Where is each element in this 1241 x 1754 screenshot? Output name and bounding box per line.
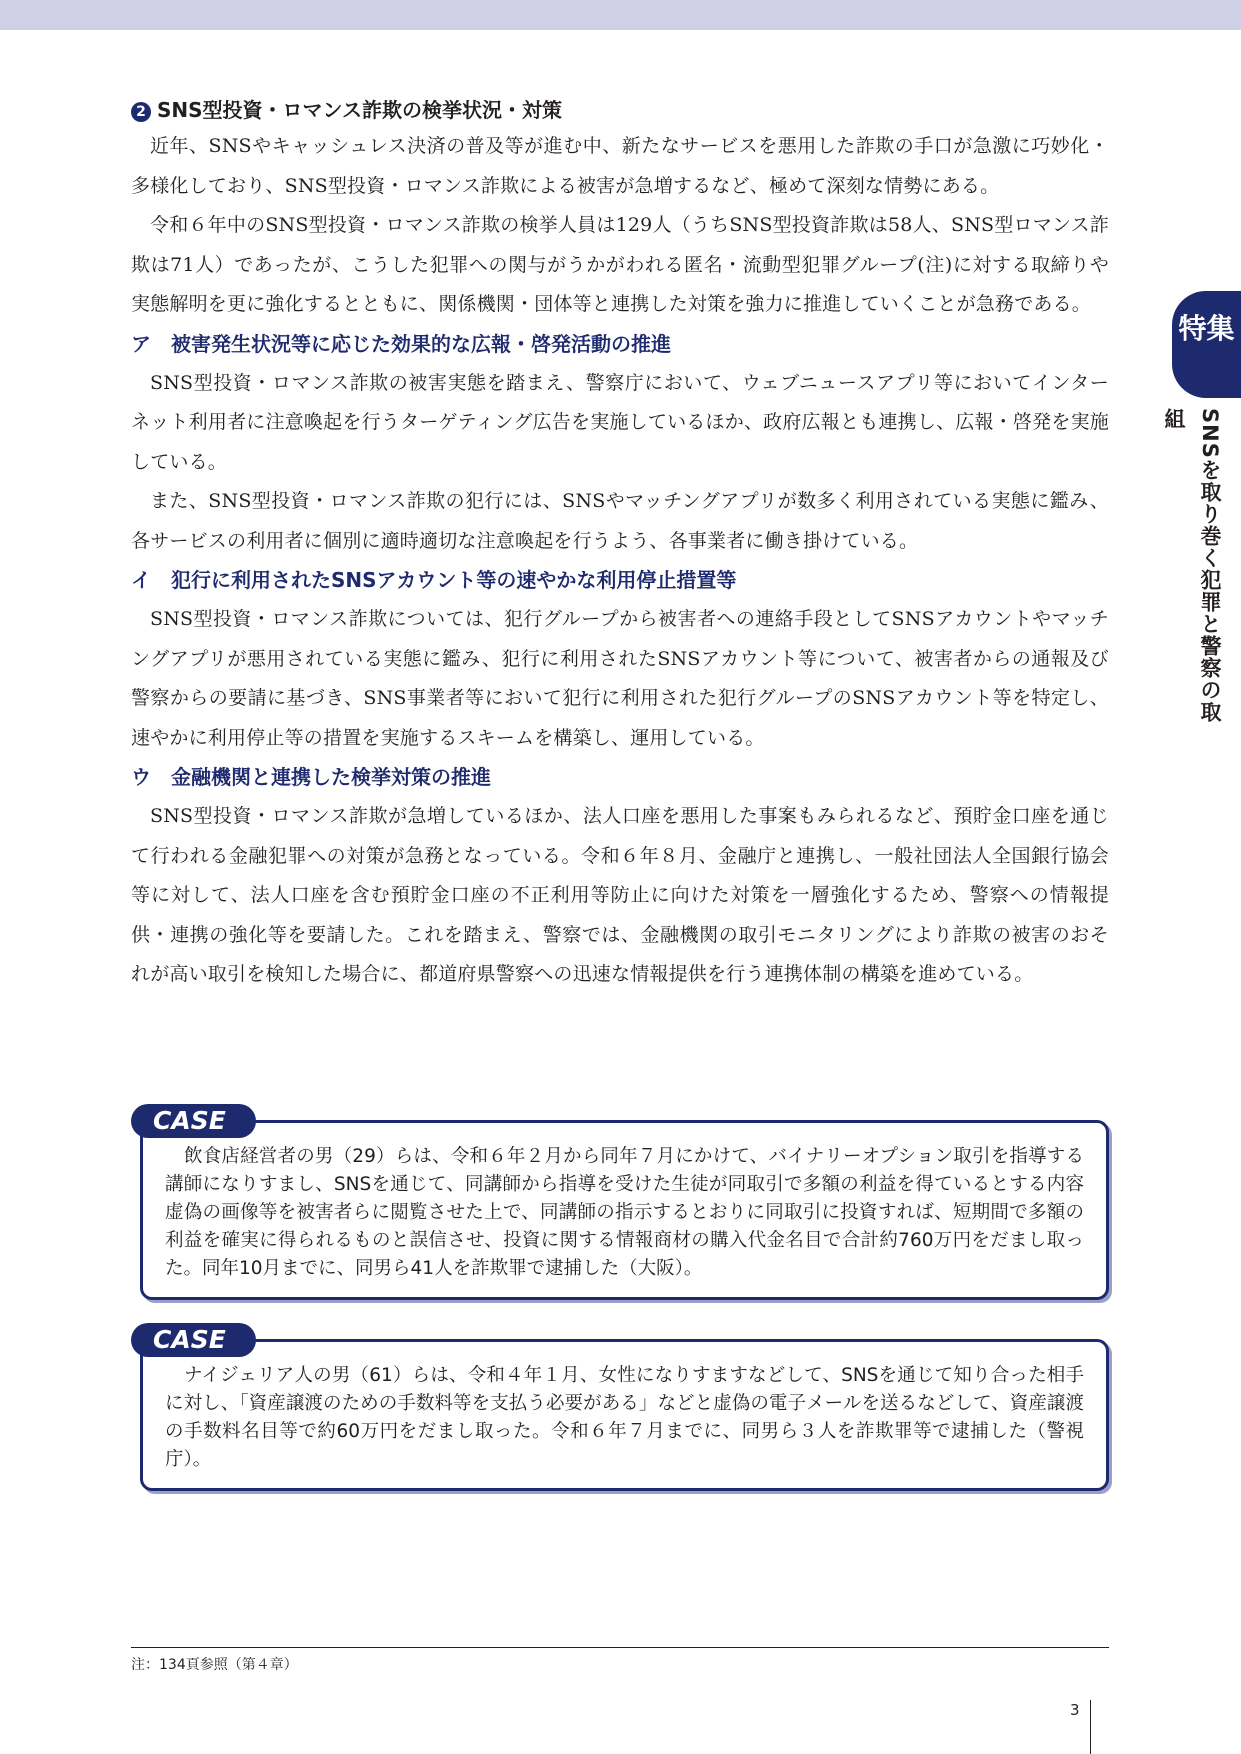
page-number-rule: [1090, 1700, 1091, 1754]
paragraph: SNS型投資・ロマンス詐欺の被害実態を踏まえ、警察庁において、ウェブニュースアプリ等においてインターネット利用者に注意喚起を行うターゲティング広告を実施しているほか、政府広報とも連携し、広報・啓発を実施している。: [131, 371, 1109, 473]
paragraph: SNS型投資・ロマンス詐欺については、犯行グループから被害者への連絡手段としてSNSアカウントやマッチングアプリが悪用されている実態に鑑み、犯行に利用されたSNSアカウント等について、被害者からの通報及び警察からの要請に基づき、SNS事業者等において犯行に利用された犯行グループのSNSアカウント等を特定し、速やかに利用停止等の措置を実施するスキームを構築し、運用している。: [131, 608, 1109, 749]
section-title: SNS型投資・ロマンス詐欺の検挙状況・対策: [157, 98, 562, 122]
case-body: [140, 1339, 1109, 1491]
paragraph: 近年、SNSやキャッシュレス決済の普及等が進む中、新たなサービスを悪用した詐欺の手口が急激に巧妙化・多様化しており、SNS型投資・ロマンス詐欺による被害が急増するなど、極めて深刻な情勢にある。: [131, 135, 1109, 197]
section-number-badge: 2: [131, 102, 151, 122]
paragraph: SNS型投資・ロマンス詐欺が急増しているほか、法人口座を悪用した事案もみられるなど、預貯金口座を通じて行われる金融犯罪への対策が急務となっている。令和６年８月、金融庁と連携し、一般社団法人全国銀行協会等に対して、法人口座を含む預貯金口座の不正利用等防止に向けた対策を一層強化するため、警察への情報提供・連携の強化等を要請した。これを踏まえ、警察では、金融機関の取引モニタリングにより詐欺の被害のおそれが高い取引を検知した場合に、都道府県警察への迅速な情報提供を行う連携体制の構築を進めている。: [131, 805, 1109, 985]
paragraph: また、SNS型投資・ロマンス詐欺の犯行には、SNSやマッチングアプリが数多く利用されている実態に鑑み、各サービスの利用者に個別に適時適切な注意喚起を行うよう、各事業者に働き掛けている。: [131, 490, 1109, 552]
subsection-mark: ア: [131, 331, 151, 356]
subsection-heading: [131, 561, 1109, 600]
side-title: SNSを取り巻く犯罪と警察の取組: [1162, 408, 1222, 723]
subsection-mark: ウ: [131, 765, 151, 789]
footnote: 注：134頁参照（第４章）: [131, 1657, 298, 1673]
page-number: 3: [1070, 1701, 1080, 1719]
subsection-title: 被害発生状況等に応じた効果的な広報・啓発活動の推進: [171, 331, 671, 356]
case-label: CASE: [131, 1104, 256, 1138]
case-text: 飲食店経営者の男（29）らは、令和６年２月から同年７月にかけて、バイナリーオプション取引を指導する講師になりすまし、SNSを通じて、同講師から指導を受けた生徒が同取引で多額の利益を得ているとする内容虚偽の画像等を被害者らに閲覧させた上で、同講師の指示するとおりに同取引に投資すれば、短期間で多額の利益を確実に得られるものと誤信させ、投資に関する情報商材の購入代金名目で合計約760万円をだまし取った。同年10月までに、同男ら41人を詐欺罪で逮捕した（大阪）。: [165, 1146, 1084, 1279]
footnote-rule: [131, 1647, 1109, 1648]
side-tab: [1172, 291, 1241, 398]
section-heading: [131, 93, 1109, 127]
subsection-title: 金融機関と連携した検挙対策の推進: [171, 765, 491, 789]
subsection-heading: [131, 325, 1109, 364]
case-text: ナイジェリア人の男（61）らは、令和４年１月、女性になりすますなどして、SNSを通じて知り合った相手に対し、「資産譲渡のための手数料等を支払う必要がある」などと虚偽の電子メールを送るなどして、資産譲渡の手数料名目等で約60万円をだまし取った。令和６年７月までに、同男ら３人を詐欺罪等で逮捕した（警視庁）。: [165, 1365, 1084, 1470]
top-band: [0, 0, 1241, 30]
subsection-mark: イ: [131, 568, 151, 592]
subsection-heading: [131, 758, 1109, 797]
case-label: CASE: [131, 1323, 256, 1357]
case-body: [140, 1120, 1109, 1300]
paragraph: 令和６年中のSNS型投資・ロマンス詐欺の検挙人員は129人（うちSNS型投資詐欺は58人、SNS型ロマンス詐欺は71人）であったが、こうした犯罪への関与がうかがわれる匿名・流動型犯罪グループ(注)に対する取締りや実態解明を更に強化するとともに、関係機関・団体等と連携した対策を強力に推進していくことが急務である。: [131, 214, 1109, 315]
side-tab-label: 特集: [1178, 312, 1235, 345]
subsection-title: 犯行に利用されたSNSアカウント等の速やかな利用停止措置等: [171, 568, 737, 592]
main-content: [131, 93, 1109, 995]
